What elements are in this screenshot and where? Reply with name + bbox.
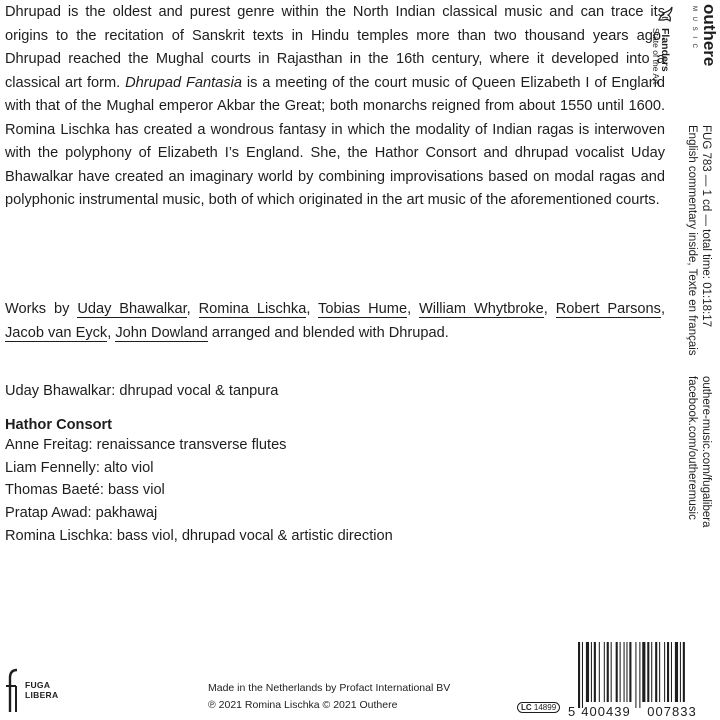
album-title-italic: Dhrupad Fantasia [125, 74, 242, 91]
barcode-bar [578, 642, 580, 708]
lc-code: 14899 [533, 703, 557, 712]
made-in-text: Made in the Netherlands by Profact International BV [208, 682, 451, 694]
works-suffix: arranged and blended with Dhrupad. [207, 324, 449, 341]
works-prefix: Works by [5, 301, 78, 317]
flanders-tagline: State of the Art [651, 28, 661, 85]
intro-part-1: Dhrupad is the oldest and purest genre within the North Indian classical music and can trace its origins to the recitation of Sanskrit texts in Hindu temples more than two thousand years ago. Dhrupad reached the Mughal courts in Rajasthan in the 16th century, where it developed into a classical art form. [5, 4, 665, 91]
manufacturing-info [208, 680, 450, 714]
barcode-left-digits: 400439 [581, 704, 631, 719]
works-text: Works by Uday Bhawalkar, Romina Lischka, Tobias Hume, William Whytbroke, Robert Parsons, Jacob van Eyck, John Dowland arranged and blended with Dhrupad. [5, 301, 666, 341]
barcode-bar [647, 642, 649, 702]
flanders-lion-icon [656, 6, 676, 24]
barcode-bar [620, 642, 621, 702]
barcode-right-digits: 007833 [647, 704, 697, 719]
label-name [25, 680, 58, 700]
barcode-bar [611, 642, 612, 702]
composer-name: Tobias Hume [318, 301, 408, 317]
barcode-bar [629, 642, 631, 702]
barcode-bar [683, 642, 685, 702]
barcode-bar [655, 642, 657, 702]
composer-name: Robert Parsons [555, 301, 661, 317]
fuga-libera-logo-icon [5, 667, 23, 715]
barcode-bar [582, 642, 583, 708]
barcode-bar [639, 642, 640, 708]
barcode-bar [599, 642, 600, 702]
member-credit: Anne Freitag: renaissance transverse flutes [5, 437, 287, 453]
barcode-bars [578, 642, 685, 708]
composer-name: John Dowland [115, 324, 208, 341]
composer-name: Romina Lischka [198, 301, 307, 317]
composer-name: Uday Bhawalkar [77, 301, 187, 317]
barcode-bar [642, 642, 645, 702]
soloist-credit: Uday Bhawalkar: dhrupad vocal & tanpura [5, 383, 279, 399]
ensemble-name: Hathor Consort [5, 417, 113, 433]
outhere-music-label: M U S I C [691, 6, 697, 51]
barcode-bar [680, 642, 681, 702]
barcode-bar [671, 642, 672, 702]
member-credit: Pratap Awad: pakhawaj [5, 505, 158, 521]
intro-part-2: is a meeting of the court music of Queen Elizabeth I of England with that of the Mughal emperor Akbar the Great; both monarchs reigned from about 1550 until 1600. Romina Lischka has created a wondrous fantasy in which the modality of Indian ragas is interwoven with the polyphony of Elizabeth I’s England. She, the Hathor Consort and dhrupad vocalist Uday Bhawalkar have created an imaginary world by combining improvisations based on modal ragas and polyphonic instrumental music, both of which originated in the art music of the aforementioned courts. [5, 74, 665, 208]
member-credit: Romina Lischka: bass viol, dhrupad vocal & artistic direction [5, 528, 393, 544]
catalog-info: FUG 783 — 1 cd — total time: 01:18:17 [700, 125, 712, 327]
member-credit: Thomas Baeté: bass viol [5, 482, 165, 498]
barcode-bar [626, 642, 627, 702]
outhere-logo: outhere [700, 4, 719, 67]
barcode-bar [635, 642, 636, 708]
barcode-bar [651, 642, 652, 702]
barcode-bar [604, 642, 605, 702]
member-credit: Liam Fennelly: alto viol [5, 460, 154, 476]
barcode-bar [594, 642, 596, 702]
facebook-link[interactable]: facebook.com/outheremusic [686, 376, 698, 520]
composer-name: William Whytbroke [419, 301, 544, 317]
barcode-bar [624, 642, 625, 702]
barcode-bar [591, 642, 592, 702]
flanders-name: Flanders [659, 28, 671, 72]
label-name-line-1: FUGA [25, 680, 51, 690]
barcode-bar [607, 642, 609, 702]
barcode-bar [667, 642, 669, 702]
barcode-bar [675, 642, 678, 702]
barcode-bar [586, 642, 589, 702]
lc-mark: LC [521, 703, 532, 712]
barcode-first-digit: 5 [568, 704, 576, 719]
label-name-line-2: LIBERA [25, 690, 59, 700]
barcode-bar [616, 642, 618, 702]
barcode [566, 640, 710, 720]
barcode-bar [659, 642, 660, 702]
website-link[interactable]: outhere-music.com/fugalibera [700, 376, 712, 528]
intro-text [5, 1, 665, 213]
barcode-bar [664, 642, 665, 702]
composer-name: Jacob van Eyck [5, 324, 108, 341]
label-code [517, 702, 560, 713]
copyright-text: ℗ 2021 Romina Lischka © 2021 Outhere [208, 699, 398, 711]
language-info: English commentary inside, Texte en français [686, 125, 698, 356]
